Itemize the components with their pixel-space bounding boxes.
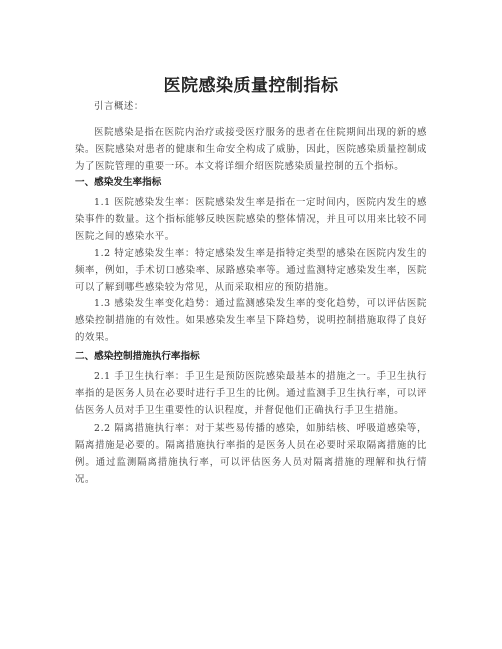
section-heading-control-measures: 二、感染控制措施执行率指标 <box>75 351 200 362</box>
intro-label: 引言概述： <box>94 101 144 112</box>
intro-paragraph: 医院感染是指在医院内治疗或接受医疗服务的患者在住院期间出现的新的感染。医院感染对患者的健康和生命安全构成了威胁，因此，医院感染质量控制成为了医院管理的重要一环。本文将详细介绍医院感染质量控制的五个指标。 <box>75 127 427 172</box>
paragraph-1-1: 1.1 医院感染发生率：医院感染发生率是指在一定时间内，医院内发生的感染事件的数量。这个指标能够反映医院感染的整体情况，并且可以用来比较不同医院之间的感染水平。 <box>75 197 427 242</box>
paragraph-1-2: 1.2 特定感染发生率：特定感染发生率是指特定类型的感染在医院内发生的频率，例如，手术切口感染率、尿路感染率等。通过监测特定感染发生率，医院可以了解到哪些感染较为常见，从而采取相应的预防措施。 <box>75 248 427 293</box>
section-heading-infection-rate: 一、感染发生率指标 <box>75 177 162 188</box>
document-title: 医院感染质量控制指标 <box>163 76 339 97</box>
paragraph-2-2: 2.2 隔离措施执行率：对于某些易传播的感染，如肺结核、呼吸道感染等，隔离措施是必要的。隔离措施执行率指的是医务人员在必要时采取隔离措施的比例。通过监测隔离措施执行率，可以评估医务人员对隔离措施的理解和执行情况。 <box>75 423 427 485</box>
paragraph-2-1: 2.1 手卫生执行率：手卫生是预防医院感染最基本的措施之一。手卫生执行率指的是医务人员在必要时进行手卫生的比例。通过监测手卫生执行率，可以评估医务人员对手卫生重要性的认识程度，并督促他们正确执行手卫生措施。 <box>75 371 427 416</box>
paragraph-1-3: 1.3 感染发生率变化趋势：通过监测感染发生率的变化趋势，可以评估医院感染控制措施的有效性。如果感染发生率呈下降趋势，说明控制措施取得了良好的效果。 <box>75 298 427 343</box>
